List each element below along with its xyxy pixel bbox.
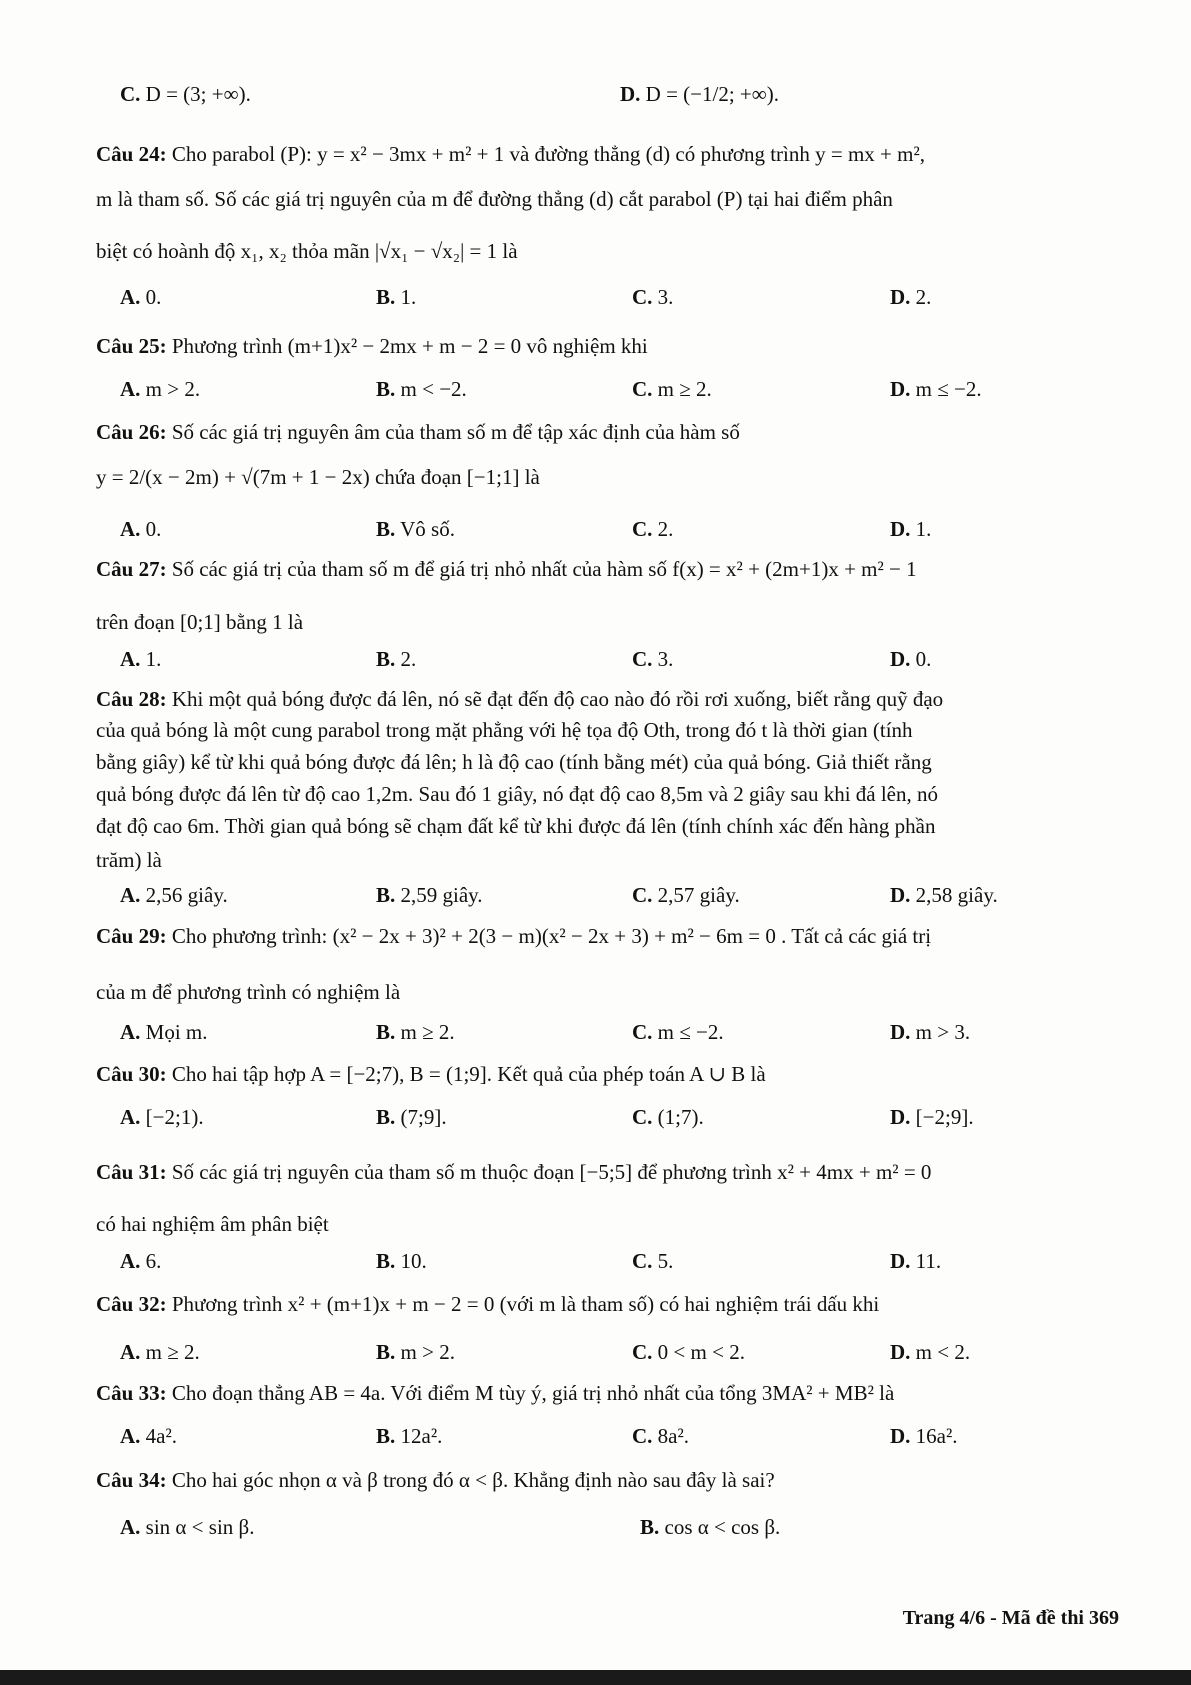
answer-option <box>640 1513 780 1541</box>
answer-option <box>376 515 455 543</box>
answer-option-label: D. <box>890 1340 911 1364</box>
answer-option <box>376 283 416 311</box>
question-text: Số các giá trị nguyên âm của tham số m để tập xác định của hàm số <box>171 420 740 444</box>
scan-edge <box>0 1670 1191 1685</box>
answer-option-text: 1. <box>145 647 162 671</box>
answer-option-text: 10. <box>400 1249 427 1273</box>
answer-option-label: B. <box>376 517 396 541</box>
answer-option-label: A. <box>120 1424 141 1448</box>
answer-option-label: D. <box>890 647 911 671</box>
answer-option-text: m ≤ −2. <box>657 1020 724 1044</box>
answer-option-label: C. <box>632 517 653 541</box>
answer-option-label: A. <box>120 517 141 541</box>
answer-option <box>632 1422 689 1450</box>
answer-option-label: D. <box>890 1105 911 1129</box>
answer-option <box>376 645 416 673</box>
answer-option-text: [−2;1). <box>145 1105 204 1129</box>
question-line <box>96 812 1111 840</box>
answer-option-label: A. <box>120 377 141 401</box>
answer-option-text: sin α < sin β. <box>145 1515 255 1539</box>
question-text: m là tham số. Số các giá trị nguyên của m để đường thẳng (d) cắt parabol (P) tại hai điểm phân <box>96 187 893 211</box>
question-line <box>96 185 1111 213</box>
answer-option-text: m ≤ −2. <box>915 377 982 401</box>
question-line <box>96 1210 1111 1238</box>
answer-option-label: D. <box>890 1020 911 1044</box>
answer-option-label: A. <box>120 285 141 309</box>
answer-option-text: m > 2. <box>400 1340 455 1364</box>
question-line <box>96 237 1111 265</box>
question-line <box>96 608 1111 636</box>
answer-option-label: C. <box>632 1105 653 1129</box>
answer-option-label: A. <box>120 1249 141 1273</box>
answer-option <box>120 881 228 909</box>
answer-option-text: 11. <box>915 1249 942 1273</box>
answer-option-label: D. <box>890 377 911 401</box>
question-text: của quả bóng là một cung parabol trong mặt phẳng với hệ tọa độ Oth, trong đó t là thời gian (tính <box>96 718 913 742</box>
question-text: có hai nghiệm âm phân biệt <box>96 1212 329 1236</box>
question-text: Khi một quả bóng được đá lên, nó sẽ đạt đến độ cao nào đó rồi rơi xuống, biết rằng quỹ đạo <box>171 687 944 711</box>
answer-option <box>632 645 673 673</box>
answer-option <box>120 1018 208 1046</box>
question-text: Phương trình x² + (m+1)x + m − 2 = 0 (với m là tham số) có hai nghiệm trái dấu khi <box>171 1292 880 1316</box>
answer-option-text: m > 2. <box>145 377 201 401</box>
answer-option-text: 2. <box>657 517 674 541</box>
question-line <box>96 748 1111 776</box>
question-label: Câu 32: <box>96 1292 167 1316</box>
answer-option <box>890 645 931 673</box>
answer-option <box>376 881 483 909</box>
question-line <box>96 140 1111 168</box>
question-text: Phương trình (m+1)x² − 2mx + m − 2 = 0 vô nghiệm khi <box>171 334 648 358</box>
answer-option-label: A. <box>120 1515 141 1539</box>
question-label: Câu 24: <box>96 142 167 166</box>
answer-option-text: (7;9]. <box>400 1105 447 1129</box>
answer-option <box>120 1513 254 1541</box>
question-text: Cho hai tập hợp A = [−2;7), B = (1;9]. Kết quả của phép toán A ∪ B là <box>171 1062 766 1086</box>
answer-option-label: B. <box>376 647 396 671</box>
answer-option-text: cos α < cos β. <box>664 1515 781 1539</box>
answer-option-label: B. <box>376 883 396 907</box>
option-c: C. D = (3; +∞). <box>120 82 251 106</box>
option-d: D. D = (−1/2; +∞). <box>620 82 779 106</box>
answer-option-text: 2,56 giây. <box>145 883 228 907</box>
answer-option-label: D. <box>890 517 911 541</box>
answer-option-label: D. <box>890 285 911 309</box>
answer-option-label: A. <box>120 1020 141 1044</box>
answer-option-label: D. <box>890 1424 911 1448</box>
answer-option-label: D. <box>890 883 911 907</box>
answer-option <box>890 515 931 543</box>
answer-option <box>890 1338 970 1366</box>
page-footer: Trang 4/6 - Mã đề thi 369 <box>902 1607 1119 1629</box>
answer-option-label: B. <box>376 1249 396 1273</box>
answer-option-text: 2,57 giây. <box>657 883 740 907</box>
question-line <box>96 463 1111 491</box>
answer-option-text: m ≥ 2. <box>145 1340 200 1364</box>
question-line <box>96 978 1111 1006</box>
answer-option-label: B. <box>376 1424 396 1448</box>
question-label: Câu 25: <box>96 334 167 358</box>
answer-option-text: Mọi m. <box>145 1020 208 1044</box>
question-label: Câu 33: <box>96 1381 167 1405</box>
answer-option-text: 2. <box>915 285 932 309</box>
question-line <box>96 1158 1111 1186</box>
question-text: Số các giá trị nguyên của tham số m thuộc đoạn [−5;5] để phương trình x² + 4mx + m² = 0 <box>171 1160 932 1184</box>
answer-option <box>120 515 161 543</box>
question-text: trăm) là <box>96 848 162 872</box>
answer-option-text: 2,58 giây. <box>915 883 998 907</box>
answer-option-text: (1;7). <box>657 1105 704 1129</box>
answer-option-text: 1. <box>400 285 417 309</box>
answer-option-label: D. <box>890 1249 911 1273</box>
question-label: Câu 31: <box>96 1160 167 1184</box>
answer-option-text: 12a². <box>400 1424 443 1448</box>
answer-option-label: C. <box>632 285 653 309</box>
answer-option <box>376 1422 442 1450</box>
question-line <box>96 1060 1111 1088</box>
question-line <box>96 332 1111 360</box>
answer-option-text: 6. <box>145 1249 162 1273</box>
question-label: Câu 29: <box>96 924 167 948</box>
answer-option-text: 0. <box>145 285 162 309</box>
question-text: biệt có hoành độ x₁, x₂ thỏa mãn |√x₁ − √x₂| = 1 là <box>96 239 518 263</box>
answer-option-text: Vô số. <box>400 517 455 541</box>
answer-option-text: 2. <box>400 647 417 671</box>
answer-option-text: 8a². <box>657 1424 690 1448</box>
question-text: Cho hai góc nhọn α và β trong đó α < β. Khẳng định nào sau đây là sai? <box>171 1468 775 1492</box>
question-text: đạt độ cao 6m. Thời gian quả bóng sẽ chạm đất kể từ khi được đá lên (tính chính xác đến hàng phần <box>96 814 936 838</box>
answer-option <box>632 1338 745 1366</box>
answer-option-label: C. <box>632 377 653 401</box>
answer-option <box>120 1422 177 1450</box>
answer-option <box>890 1422 958 1450</box>
answer-option <box>632 1018 724 1046</box>
question-text: y = 2/(x − 2m) + √(7m + 1 − 2x) chứa đoạn [−1;1] là <box>96 465 540 489</box>
answer-option <box>890 1018 970 1046</box>
question-text: của m để phương trình có nghiệm là <box>96 980 401 1004</box>
answer-option <box>120 283 161 311</box>
answer-option-label: A. <box>120 1105 141 1129</box>
answer-option-label: B. <box>376 1020 396 1044</box>
answer-option <box>632 375 712 403</box>
answer-option <box>376 1018 455 1046</box>
answer-option-label: C. <box>632 1424 653 1448</box>
answer-option <box>120 645 161 673</box>
answer-option-text: 0. <box>915 647 932 671</box>
answer-option <box>376 1103 447 1131</box>
question-line <box>96 846 1111 874</box>
answer-option-label: C. <box>632 1020 653 1044</box>
answer-option-text: [−2;9]. <box>915 1105 974 1129</box>
answer-option-label: A. <box>120 647 141 671</box>
question-text: Cho parabol (P): y = x² − 3mx + m² + 1 và đường thẳng (d) có phương trình y = mx + m², <box>171 142 926 166</box>
answer-option <box>120 1103 204 1131</box>
answer-option <box>120 1247 161 1275</box>
question-line <box>96 418 1111 446</box>
answer-option-label: C. <box>632 1340 653 1364</box>
question-label: Câu 26: <box>96 420 167 444</box>
question-label: Câu 28: <box>96 687 167 711</box>
question-line <box>96 1379 1111 1407</box>
answer-option <box>632 1247 673 1275</box>
answer-option <box>632 1103 704 1131</box>
question-line <box>96 922 1111 950</box>
answer-option <box>376 375 467 403</box>
answer-option-label: C. <box>632 1249 653 1273</box>
question-text: Cho phương trình: (x² − 2x + 3)² + 2(3 − m)(x² − 2x + 3) + m² − 6m = 0 . Tất cả các giá trị <box>171 924 932 948</box>
question-label: Câu 30: <box>96 1062 167 1086</box>
answer-option-text: 4a². <box>145 1424 178 1448</box>
answer-option-label: B. <box>376 377 396 401</box>
answer-option-text: 1. <box>915 517 932 541</box>
answer-option <box>632 515 673 543</box>
answer-option-label: A. <box>120 1340 141 1364</box>
answer-option <box>376 1247 427 1275</box>
question-line <box>96 1290 1111 1318</box>
answer-option-label: B. <box>376 1105 396 1129</box>
answer-option-label: A. <box>120 883 141 907</box>
question-label: Câu 27: <box>96 557 167 581</box>
answer-option-label: B. <box>640 1515 660 1539</box>
answer-option-text: m < −2. <box>400 377 467 401</box>
question-line <box>96 716 1111 744</box>
answer-option-label: B. <box>376 1340 396 1364</box>
answer-option <box>120 375 200 403</box>
answer-option-text: m ≥ 2. <box>657 377 712 401</box>
answer-option <box>890 881 998 909</box>
answer-option <box>890 283 931 311</box>
answer-option-text: 5. <box>657 1249 674 1273</box>
question-line <box>96 780 1111 808</box>
answer-option <box>890 1103 974 1131</box>
question-text: Cho đoạn thẳng AB = 4a. Với điểm M tùy ý, giá trị nhỏ nhất của tổng 3MA² + MB² là <box>171 1381 895 1405</box>
answer-option-text: 2,59 giây. <box>400 883 483 907</box>
question-text: Số các giá trị của tham số m để giá trị nhỏ nhất của hàm số f(x) = x² + (2m+1)x + m² − 1 <box>171 557 917 581</box>
answer-option-text: m ≥ 2. <box>400 1020 455 1044</box>
answer-option-text: 3. <box>657 647 674 671</box>
question-text: bằng giây) kể từ khi quả bóng được đá lên; h là độ cao (tính bằng mét) của quả bóng. Giả thiết rằng <box>96 750 932 774</box>
question-text: trên đoạn [0;1] bằng 1 là <box>96 610 304 634</box>
answer-option-label: B. <box>376 285 396 309</box>
answer-option <box>890 375 982 403</box>
answer-option <box>120 1338 200 1366</box>
question-line <box>96 1466 1111 1494</box>
answer-option-label: C. <box>632 647 653 671</box>
question-label: Câu 34: <box>96 1468 167 1492</box>
answer-option <box>376 1338 455 1366</box>
answer-option-text: 16a². <box>915 1424 958 1448</box>
answer-option <box>632 283 673 311</box>
answer-option-text: m < 2. <box>915 1340 971 1364</box>
answer-option-text: 0. <box>145 517 162 541</box>
answer-option-label: C. <box>632 883 653 907</box>
question-text: quả bóng được đá lên từ độ cao 1,2m. Sau đó 1 giây, nó đạt độ cao 8,5m và 2 giây sau khi đá lên, nó <box>96 782 938 806</box>
question-line <box>96 555 1111 583</box>
answer-option-text: 0 < m < 2. <box>657 1340 745 1364</box>
answer-option <box>632 881 740 909</box>
question-line <box>96 685 1111 713</box>
answer-option-text: 3. <box>657 285 674 309</box>
answer-option <box>890 1247 941 1275</box>
answer-option-text: m > 3. <box>915 1020 971 1044</box>
